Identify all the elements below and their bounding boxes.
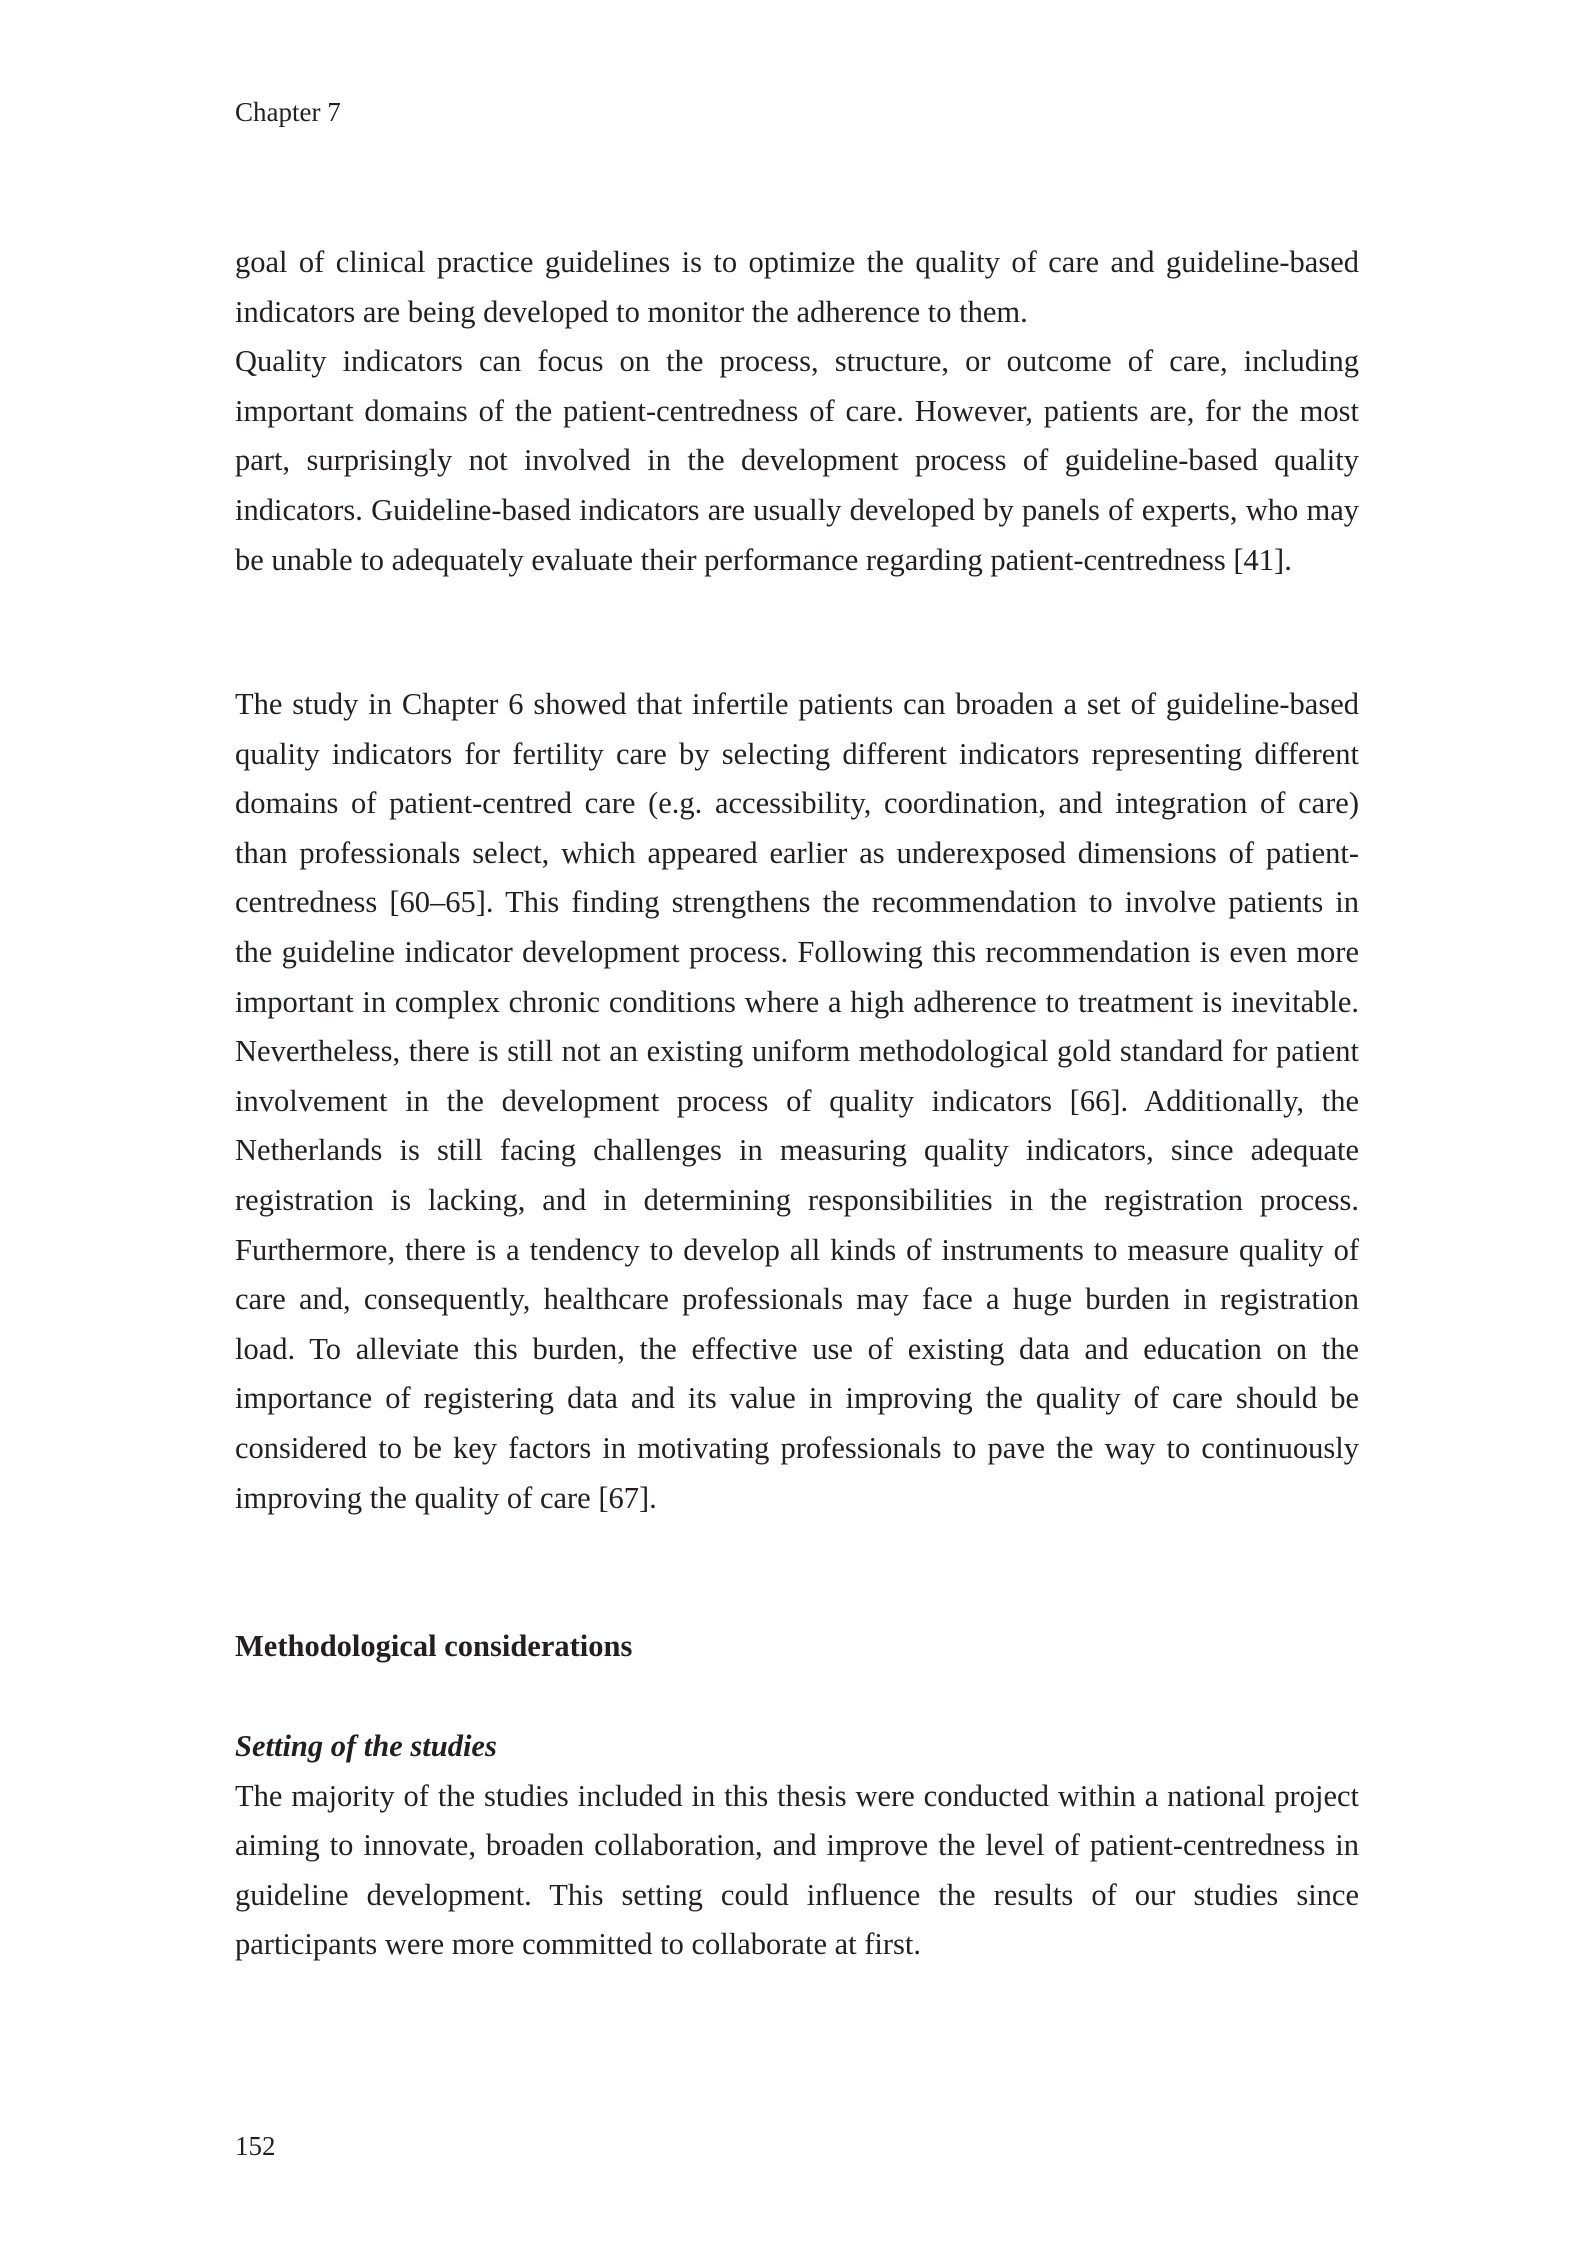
paragraph-setting-of-studies: The majority of the studies included in this thesis were conducted within a national project aiming to innovate, broaden collaboration, and improve the level of patient-centredness in guideline development. This setting could influence the results of our studies since participants were more committed to collaborate at first. — [235, 1778, 1359, 1962]
paragraph-block-2 — [235, 680, 1359, 1523]
subsection-block — [235, 1722, 1359, 1970]
paragraph-continuation: goal of clinical practice guidelines is to optimize the quality of care and guideline-based indicators are being developed to monitor the adherence to them. — [235, 245, 1359, 329]
section-heading: Methodological considerations — [235, 1629, 633, 1663]
page-number: 152 — [235, 2131, 276, 2161]
paragraph-chapter-6-study: The study in Chapter 6 showed that infertile patients can broaden a set of guideline-based quality indicators for fertility care by selecting different indicators representing different domains of patient-centred care (e.g. accessibility, coordination, and integration of care) than professionals select, which appeared earlier as underexposed dimensions of patient-centredness [60–65]. This finding strengthens the recommendation to involve patients in the guideline indicator development process. Following this recommendation is even more important in complex chronic conditions where a high adherence to treatment is inevitable. Nevertheless, there is still not an existing uniform methodological gold standard for patient involvement in the development process of quality indicators [66]. Additionally, the Netherlands is still facing challenges in measuring quality indicators, since adequate registration is lacking, and in determining responsibilities in the registration process. Furthermore, there is a tendency to develop all kinds of instruments to measure quality of care and, consequently, healthcare professionals may face a huge burden in registration load. To alleviate this burden, the effective use of existing data and education on the importance of registering data and its value in improving the quality of care should be considered to be key factors in motivating professionals to pave the way to continuously improving the quality of care [67]. — [235, 687, 1359, 1515]
paragraph-quality-indicators: Quality indicators can focus on the process, structure, or outcome of care, including important domains of the patient-centredness of care. However, patients are, for the most part, surprisingly not involved in the development process of guideline-based quality indicators. Guideline-based indicators are usually developed by panels of experts, who may be unable to adequately evaluate their performance regarding patient-centredness [41]. — [235, 344, 1359, 577]
paragraph-block-1 — [235, 238, 1359, 585]
section-heading-block — [235, 1622, 1359, 1672]
running-head: Chapter 7 — [235, 97, 341, 127]
subsection-heading: Setting of the studies — [235, 1729, 497, 1763]
